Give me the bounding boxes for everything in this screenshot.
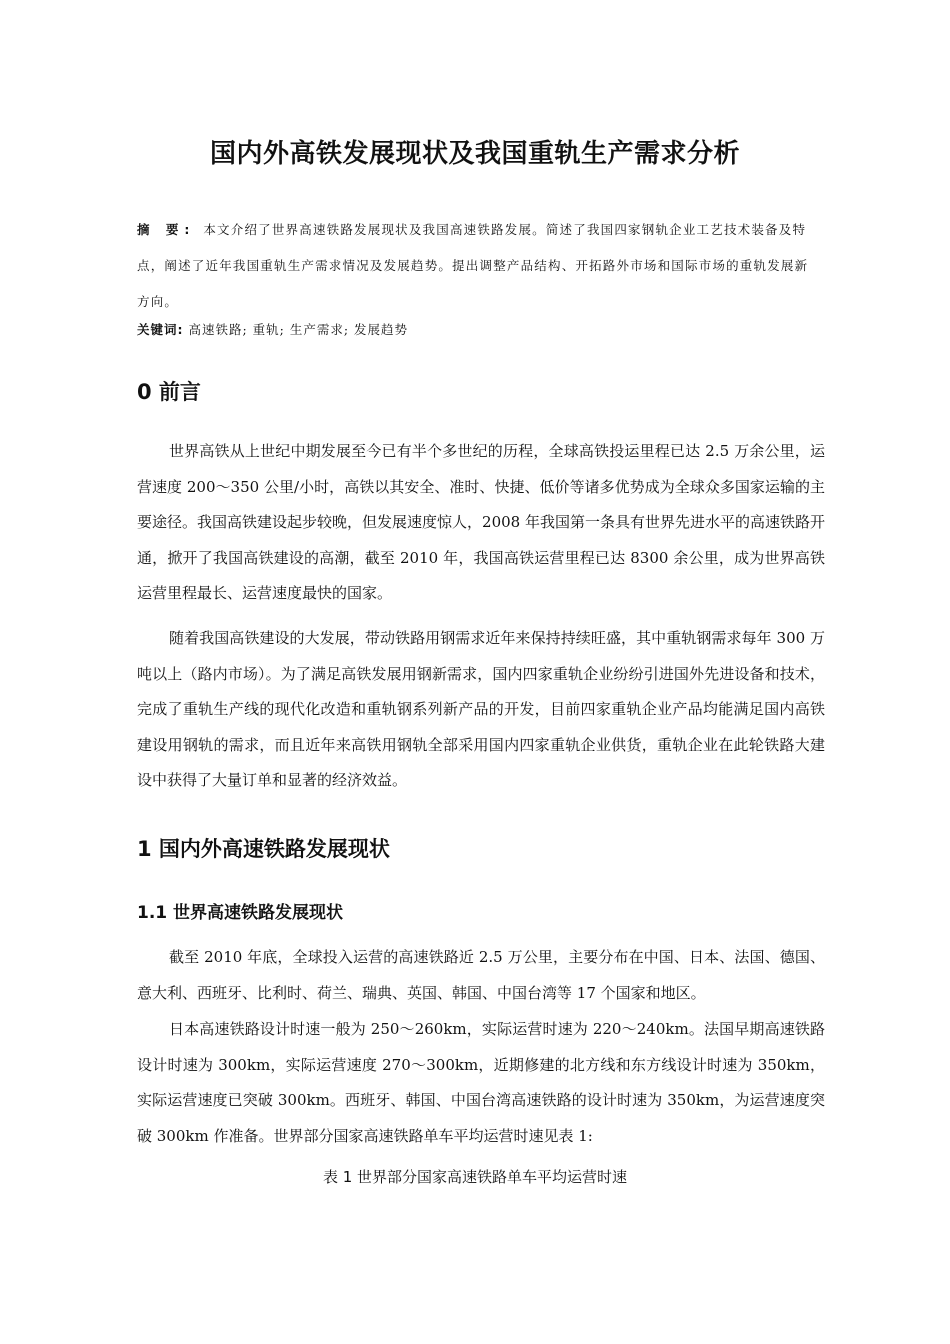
table-caption: 表 1 世界部分国家高速铁路单车平均运营时速 xyxy=(322,1168,628,1186)
subsection-heading-world: 1.1 世界高速铁路发展现状 xyxy=(137,903,344,923)
abstract xyxy=(137,212,817,320)
keywords-text: 高速铁路; 重轨; 生产需求; 发展趋势 xyxy=(188,322,409,337)
abstract-label: 摘 要: xyxy=(137,222,196,237)
paragraph-preface-1: 世界高铁从上世纪中期发展至今已有半个多世纪的历程，全球高铁投运里程已达 2.5 万余公里，运营速度 200～350 公里/小时，高铁以其安全、准时、快捷、低价等诸多优势成为全球众多国家运输的主要途径。我国高铁建设起步较晚，但发展速度惊人，2008 年我国第一条具有世界先进水平的高速铁路开通，掀开了我国高铁建设的高潮，截至 2010 年，我国高铁运营里程已达 8300 余公里，成为世界高铁运营里程最长、运营速度最快的国家。 xyxy=(137,442,825,602)
section-heading-preface: 0 前言 xyxy=(137,380,201,404)
section-heading-status: 1 国内外高速铁路发展现状 xyxy=(137,837,390,861)
keywords xyxy=(137,320,408,338)
paragraph-world-1: 截至 2010 年底，全球投入运营的高速铁路近 2.5 万公里，主要分布在中国、日本、法国、德国、意大利、西班牙、比利时、荷兰、瑞典、英国、韩国、中国台湾等 17 个国家和地区。 xyxy=(137,948,825,1002)
document-title: 国内外高铁发展现状及我国重轨生产需求分析 xyxy=(209,139,740,169)
paragraph-world-2: 日本高速铁路设计时速一般为 250～260km，实际运营时速为 220～240km。法国早期高速铁路设计时速为 300km，实际运营速度 270～300km，近期修建的北方线和东方线设计时速为 350km，实际运营速度已突破 300km。西班牙、韩国、中国台湾高速铁路的设计时速为 350km，为运营速度突破 300km 作准备。世界部分国家高速铁路单车平均运营时速见表 1: xyxy=(137,1020,825,1145)
keywords-label: 关键词: xyxy=(137,322,184,337)
paragraph-preface-2: 随着我国高铁建设的大发展，带动铁路用钢需求近年来保持持续旺盛，其中重轨钢需求每年 300 万吨以上（路内市场）。为了满足高铁发展用钢新需求，国内四家重轨企业纷纷引进国外先进设备和技术，完成了重轨生产线的现代化改造和重轨钢系列新产品的开发，目前四家重轨企业产品均能满足国内高铁建设用钢轨的需求，而且近年来高铁用钢轨全部采用国内四家重轨企业供货，重轨企业在此轮铁路大建设中获得了大量订单和显著的经济效益。 xyxy=(137,629,825,789)
abstract-text: 本文介绍了世界高速铁路发展现状及我国高速铁路发展。简述了我国四家钢轨企业工艺技术装备及特点，阐述了近年我国重轨生产需求情况及发展趋势。提出调整产品结构、开拓路外市场和国际市场的重轨发展新方向。 xyxy=(137,222,809,309)
